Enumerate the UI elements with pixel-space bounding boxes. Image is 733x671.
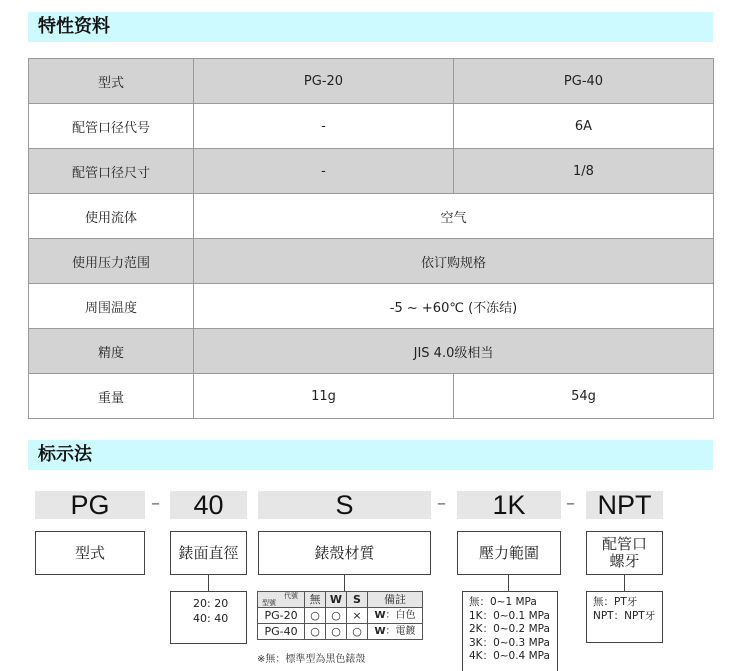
code-section-title: 标示法 bbox=[28, 440, 713, 470]
spec-value-pg20: PG-20 bbox=[194, 59, 454, 104]
spec-label: 精度 bbox=[29, 329, 194, 374]
spec-value-merged: JIS 4.0级相当 bbox=[194, 329, 714, 374]
material-corner-bottom: 型號 bbox=[262, 598, 276, 607]
name-pressure: 壓力範圍 bbox=[457, 531, 561, 575]
material-mark: ○ bbox=[305, 608, 326, 624]
code-thread: NPT bbox=[586, 491, 663, 519]
connector-line bbox=[624, 575, 625, 591]
pressure-detail-line: 無：0~1 MPa bbox=[469, 596, 537, 608]
code-dash: – bbox=[151, 493, 160, 514]
thread-detail bbox=[586, 591, 663, 643]
material-mark: ○ bbox=[326, 624, 347, 640]
spec-label: 型式 bbox=[29, 59, 194, 104]
diameter-detail bbox=[170, 591, 247, 644]
material-mark: ○ bbox=[326, 608, 347, 624]
name-diameter: 錶面直徑 bbox=[170, 531, 247, 575]
material-mark: ○ bbox=[305, 624, 326, 640]
spec-value-pg40: PG-40 bbox=[454, 59, 714, 104]
material-header: 備註 bbox=[368, 592, 423, 608]
diameter-detail-line: 20: 20 bbox=[193, 597, 229, 610]
code-diameter: 40 bbox=[170, 491, 247, 519]
spec-value-pg20: - bbox=[194, 104, 454, 149]
material-header: S bbox=[347, 592, 368, 608]
material-corner-top: 代號 bbox=[284, 591, 298, 600]
spec-value-merged: 空气 bbox=[194, 194, 714, 239]
diameter-detail-line: 40: 40 bbox=[193, 612, 229, 625]
code-dash: – bbox=[566, 493, 575, 514]
name-thread-line1: 配管口 bbox=[601, 535, 647, 553]
spec-value-merged: 依订购规格 bbox=[194, 239, 714, 284]
code-model: PG bbox=[35, 491, 145, 519]
material-footnote: ※無：標準型為黑色錶殼 bbox=[257, 654, 366, 665]
table-row bbox=[29, 104, 714, 149]
spec-value-pg40: 54g bbox=[454, 374, 714, 419]
spec-value-pg20: - bbox=[194, 149, 454, 194]
code-pressure: 1K bbox=[457, 491, 561, 519]
material-header: 無 bbox=[305, 592, 326, 608]
thread-detail-line: 無：PT牙 bbox=[593, 596, 638, 608]
spec-label: 配管口径代号 bbox=[29, 104, 194, 149]
connector-line bbox=[344, 575, 345, 591]
table-row bbox=[29, 329, 714, 374]
spec-section-title: 特性资料 bbox=[28, 12, 713, 42]
pressure-detail-line: 1K：0~0.1 MPa bbox=[469, 609, 550, 622]
pressure-detail-line: 4K：0~0.4 MPa bbox=[469, 650, 550, 662]
spec-value-merged: -5 ~ +60℃ (不冻结) bbox=[194, 284, 714, 329]
material-note: W：白色 bbox=[368, 608, 423, 624]
material-mark: ○ bbox=[347, 624, 368, 640]
table-row bbox=[258, 608, 423, 624]
code-dash: – bbox=[437, 493, 446, 514]
pressure-detail-line: 2K：0~0.2 MPa bbox=[469, 623, 550, 635]
material-model: PG-40 bbox=[258, 624, 305, 640]
connector-line bbox=[508, 575, 509, 591]
name-thread bbox=[586, 531, 663, 575]
material-header: W bbox=[326, 592, 347, 608]
table-row bbox=[29, 239, 714, 284]
spec-value-pg20: 11g bbox=[194, 374, 454, 419]
name-thread-line2: 螺牙 bbox=[609, 552, 640, 570]
pressure-detail bbox=[462, 591, 558, 671]
spec-label: 配管口径尺寸 bbox=[29, 149, 194, 194]
spec-label: 重量 bbox=[29, 374, 194, 419]
table-row bbox=[29, 194, 714, 239]
spec-label: 使用压力范围 bbox=[29, 239, 194, 284]
thread-detail-line: NPT：NPT牙 bbox=[593, 609, 656, 622]
spec-label: 周围温度 bbox=[29, 284, 194, 329]
table-row bbox=[29, 149, 714, 194]
pressure-detail-line: 3K：0~0.3 MPa bbox=[469, 636, 550, 649]
connector-line bbox=[208, 575, 209, 591]
table-row bbox=[29, 59, 714, 104]
material-mark: × bbox=[347, 608, 368, 624]
table-row bbox=[29, 374, 714, 419]
table-row bbox=[29, 284, 714, 329]
material-model: PG-20 bbox=[258, 608, 305, 624]
spec-value-pg40: 6A bbox=[454, 104, 714, 149]
spec-label: 使用流体 bbox=[29, 194, 194, 239]
material-corner-cell bbox=[258, 592, 305, 608]
table-row bbox=[258, 624, 423, 640]
name-material: 錶殼材質 bbox=[258, 531, 431, 575]
material-note: W：電鍍 bbox=[368, 624, 423, 640]
spec-table bbox=[28, 58, 714, 419]
name-model: 型式 bbox=[35, 531, 145, 575]
material-table bbox=[257, 591, 423, 640]
code-material: S bbox=[258, 491, 431, 519]
spec-value-pg40: 1/8 bbox=[454, 149, 714, 194]
